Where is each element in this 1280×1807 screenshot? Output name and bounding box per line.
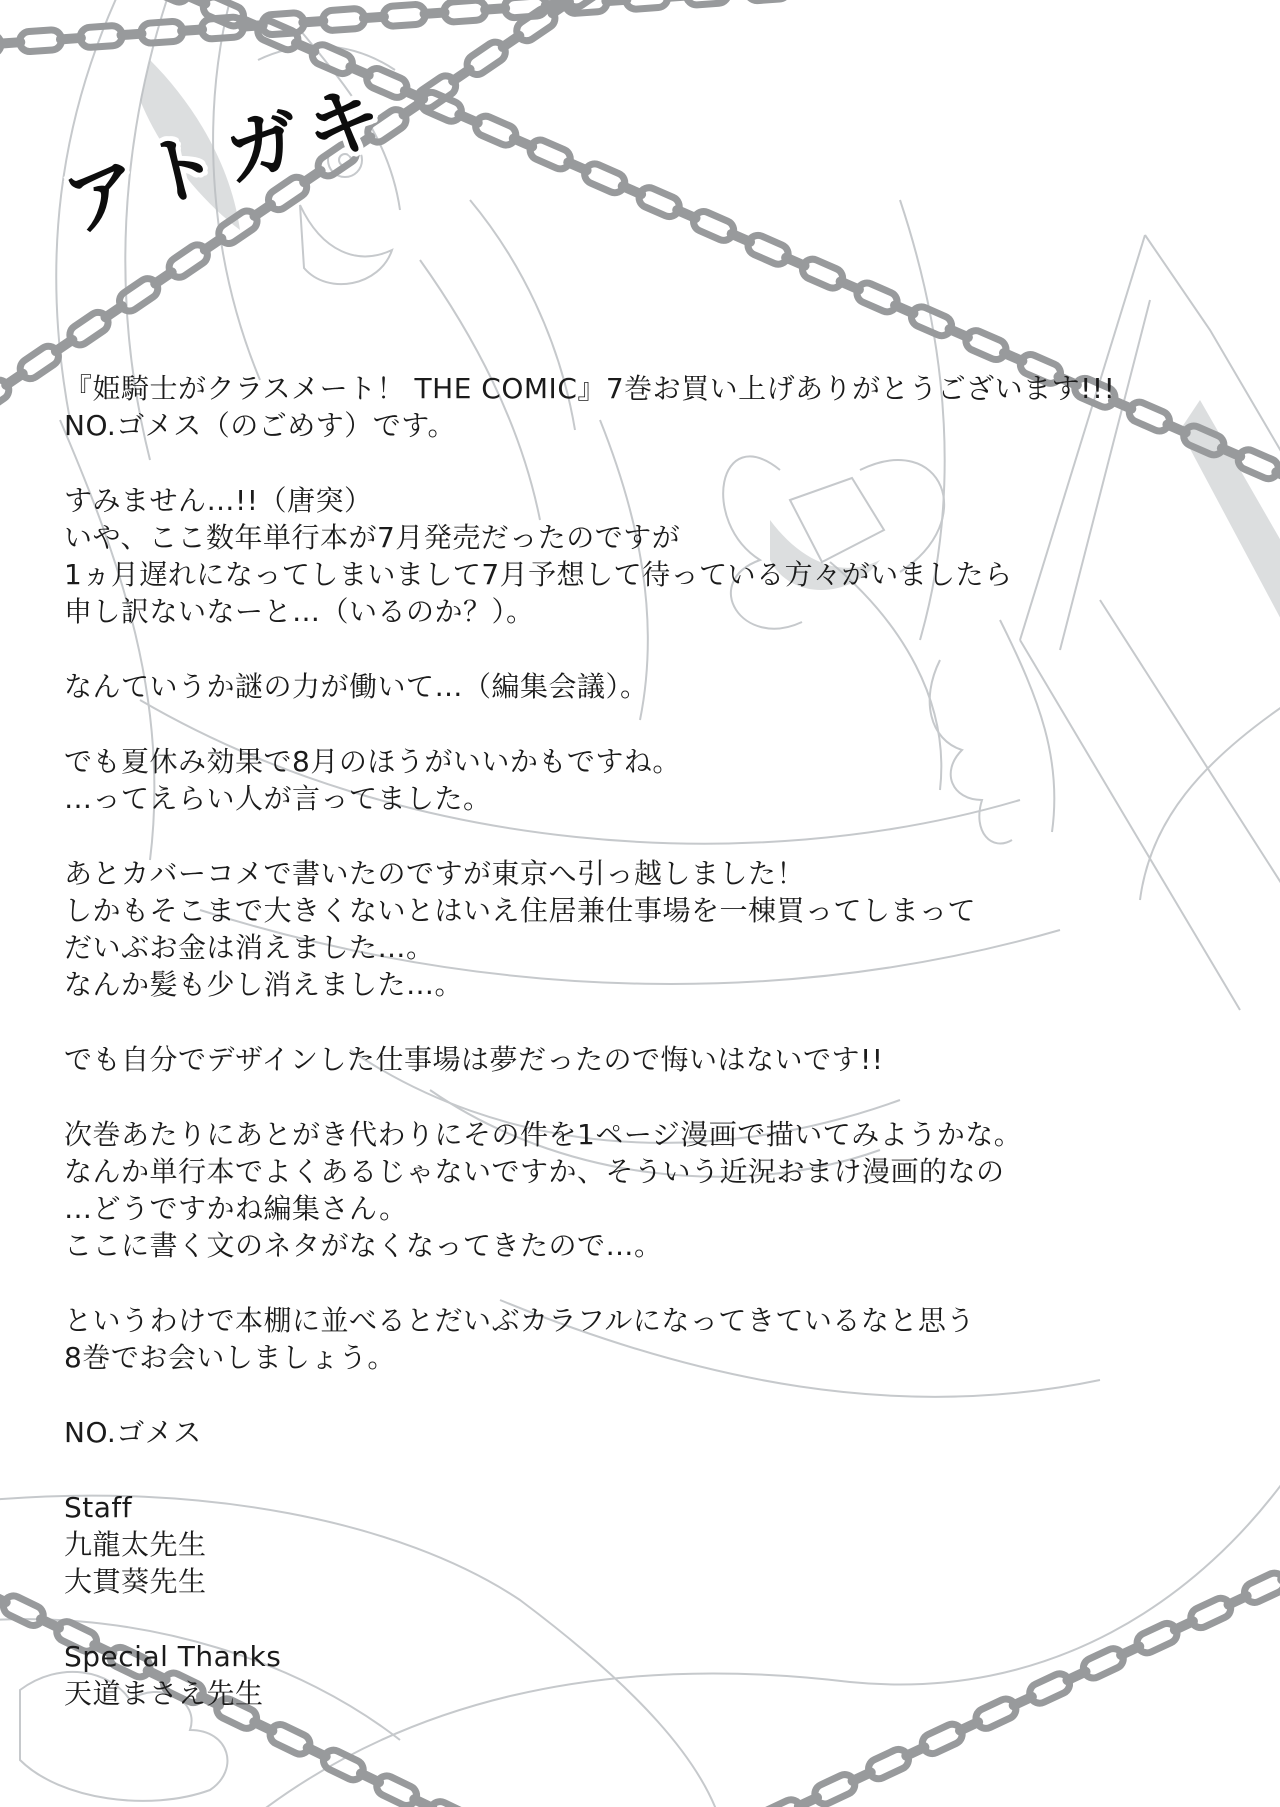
text-line: 申し訳ないなーと…（いるのか？）。 — [64, 595, 535, 628]
text-line: なんていうか謎の力が働いて…（編集会議）。 — [64, 670, 649, 703]
title-char: キ — [299, 75, 388, 173]
paragraph-no-regrets — [64, 1041, 1254, 1078]
text-line: ここに書く文のネタがなくなってきたので…。 — [64, 1229, 663, 1262]
text-line: というわけで本棚に並べるとだいぶカラフルになってきているなと思う — [64, 1304, 975, 1337]
paragraph-next-volume-idea — [64, 1116, 1254, 1264]
staff-member: 九龍太先生 — [64, 1528, 207, 1561]
text-line: いや、ここ数年単行本が7月発売だったのですが — [64, 521, 681, 554]
signature — [64, 1414, 1254, 1451]
text-line: 次巻あたりにあとがき代わりにその件を1ページ漫画で描いてみようかな。 — [64, 1118, 1023, 1151]
title-char: ガ — [217, 97, 308, 198]
staff-member: 大貫葵先生 — [64, 1565, 207, 1598]
special-thanks-credits — [64, 1638, 1254, 1712]
staff-heading: Staff — [64, 1491, 133, 1524]
text-line: 『姫騎士がクラスメート！ THE COMIC』7巻お買い上げありがとうございます!!! — [64, 372, 1116, 405]
text-line: 8巻でお会いしましょう。 — [64, 1341, 396, 1374]
title-char: ト — [135, 119, 228, 222]
afterword-text — [64, 370, 1254, 1750]
special-thanks-member: 天道まさえ先生 — [64, 1677, 264, 1710]
paragraph-greeting — [64, 370, 1254, 444]
paragraph-august — [64, 743, 1254, 817]
text-line: だいぶお金は消えました…。 — [64, 931, 435, 964]
paragraph-moving — [64, 855, 1254, 1003]
title-char: ア — [54, 145, 151, 250]
paragraph-apology — [64, 482, 1254, 630]
special-thanks-heading: Special Thanks — [64, 1640, 282, 1673]
text-line: なんか髪も少し消えました…。 — [64, 968, 464, 1001]
text-line: あとカバーコメで書いたのですが東京へ引っ越しました！ — [64, 857, 806, 890]
text-line: …ってえらい人が言ってました。 — [64, 782, 492, 815]
author-name: NO.ゴメス — [64, 1416, 202, 1449]
text-line: NO.ゴメス（のごめす）です。 — [64, 409, 457, 442]
paragraph-mystery — [64, 668, 1254, 705]
paragraph-farewell — [64, 1302, 1254, 1376]
text-line: でも自分でデザインした仕事場は夢だったので悔いはないです!! — [64, 1043, 884, 1076]
text-line: 1ヵ月遅れになってしまいまして7月予想して待っている方々がいましたら — [64, 558, 1013, 591]
staff-credits — [64, 1489, 1254, 1600]
text-line: …どうですかね編集さん。 — [64, 1192, 408, 1225]
text-line: すみません…!!（唐突） — [64, 484, 373, 517]
text-line: なんか単行本でよくあるじゃないですか、そういう近況おまけ漫画的なの — [64, 1155, 1005, 1188]
text-line: しかもそこまで大きくないとはいえ住居兼仕事場を一棟買ってしまって — [64, 894, 977, 927]
text-line: でも夏休み効果で8月のほうがいいかもですね。 — [64, 745, 681, 778]
